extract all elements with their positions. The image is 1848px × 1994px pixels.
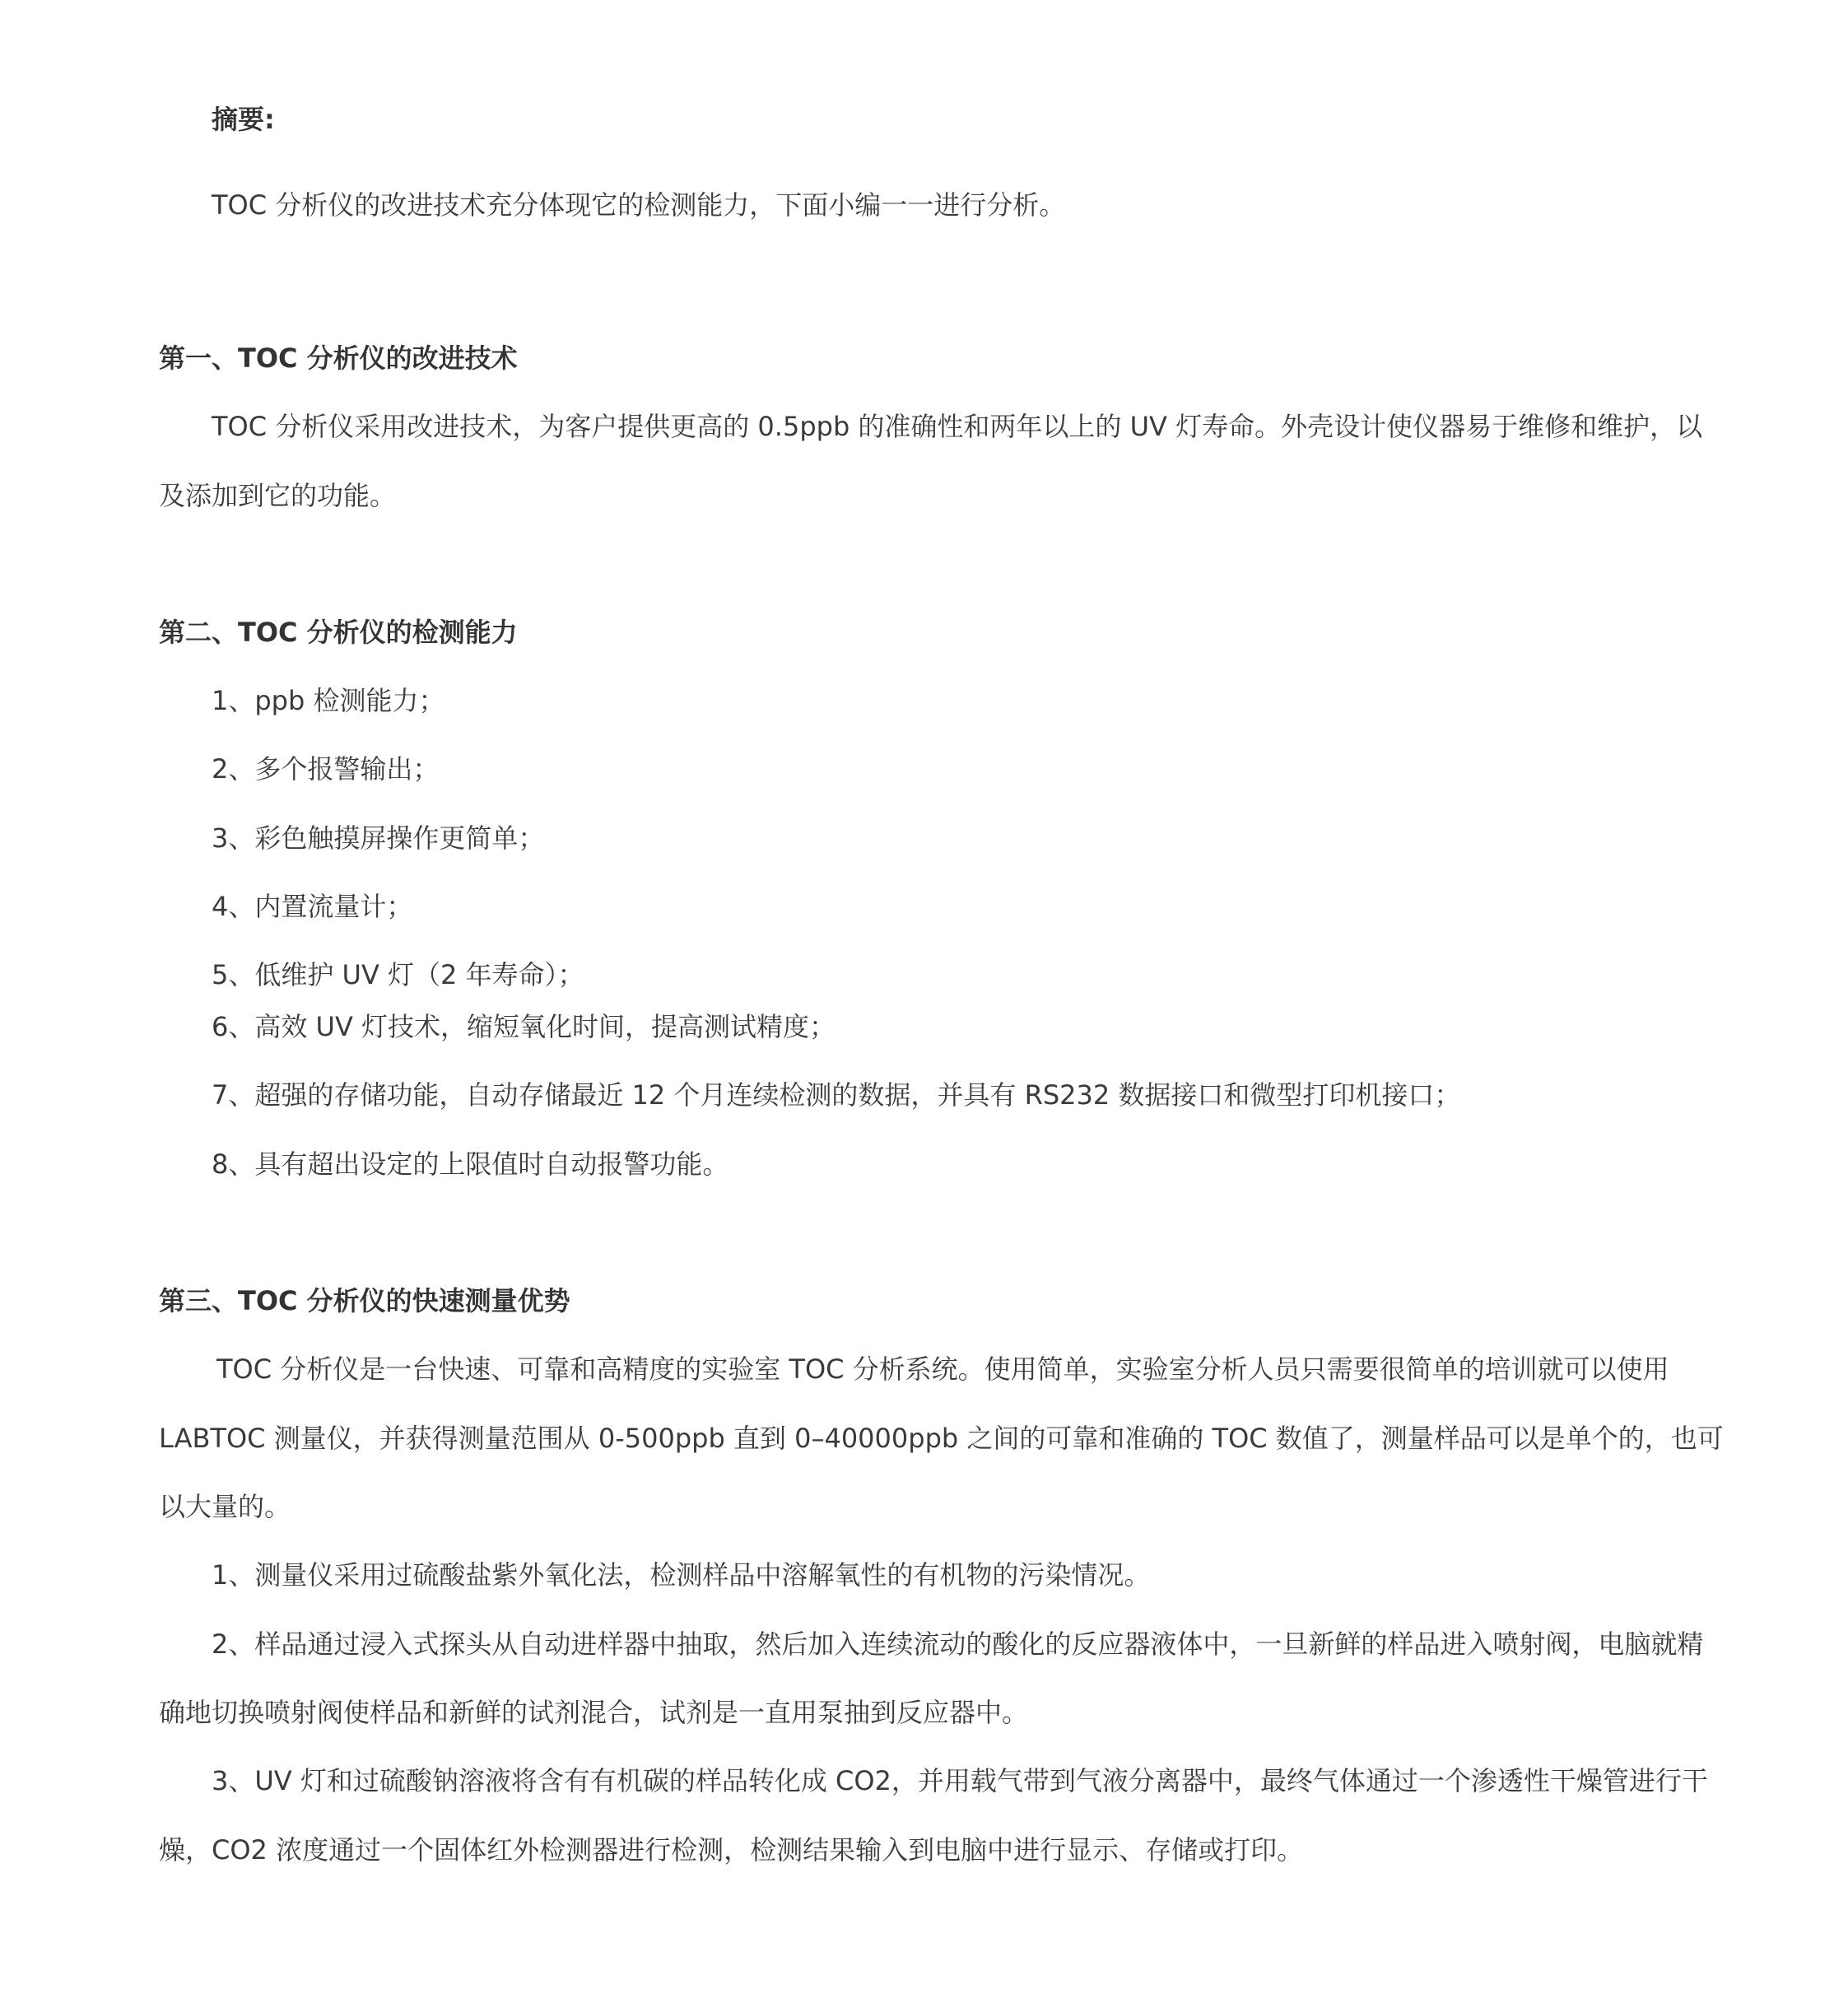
section3-intro-line2: LABTOC 测量仪，并获得测量范围从 0-500ppb 直到 0–40000ppb 之间的可靠和准确的 TOC 数值了，测量样品可以是单个的，也可 (159, 1423, 1724, 1454)
section1-paragraph-line2: 及添加到它的功能。 (159, 480, 397, 511)
section3-point2-line1: 2、样品通过浸入式探头从自动进样器中抽取，然后加入连续流动的酸化的反应器液体中，一旦新鲜的样品进入喷射阀，电脑就精 (212, 1628, 1704, 1660)
abstract-text: TOC 分析仪的改进技术充分体现它的检测能力，下面小编一一进行分析。 (212, 189, 1066, 221)
section3-point3-line2: 燥，CO2 浓度通过一个固体红外检测器进行检测，检测结果输入到电脑中进行显示、存储或打印。 (159, 1834, 1304, 1866)
section2-list-item: 5、低维护 UV 灯（2 年寿命）； (212, 959, 584, 990)
section3-intro-line3: 以大量的。 (159, 1491, 291, 1522)
section2-list-item: 6、高效 UV 灯技术，缩短氧化时间，提高测试精度； (212, 1011, 836, 1042)
section3-point2-line2: 确地切换喷射阀使样品和新鲜的试剂混合，试剂是一直用泵抽到反应器中。 (159, 1697, 1029, 1728)
section3-heading: 第三、TOC 分析仪的快速测量优势 (159, 1285, 570, 1316)
section3-point1: 1、测量仪采用过硫酸盐紫外氧化法，检测样品中溶解氧性的有机物的污染情况。 (212, 1559, 1151, 1591)
section2-list-item: 8、具有超出设定的上限值时自动报警功能。 (212, 1148, 729, 1180)
section1-heading: 第一、TOC 分析仪的改进技术 (159, 342, 518, 374)
section3-intro-line1: TOC 分析仪是一台快速、可靠和高精度的实验室 TOC 分析系统。使用简单，实验室分析人员只需要很简单的培训就可以使用 (216, 1353, 1669, 1385)
section3-point3-line1: 3、UV 灯和过硫酸钠溶液将含有有机碳的样品转化成 CO2，并用载气带到气液分离器中，最终气体通过一个渗透性干燥管进行干 (212, 1765, 1708, 1796)
section2-list-item: 1、ppb 检测能力； (212, 685, 445, 716)
section1-paragraph-line1: TOC 分析仪采用改进技术，为客户提供更高的 0.5ppb 的准确性和两年以上的 UV 灯寿命。外壳设计使仪器易于维修和维护，以 (212, 411, 1703, 442)
section2-list-item: 4、内置流量计； (212, 891, 413, 922)
abstract-heading: 摘要: (212, 104, 275, 135)
section2-list-item: 2、多个报警输出； (212, 753, 440, 785)
section2-heading: 第二、TOC 分析仪的检测能力 (159, 617, 518, 648)
section2-list-item: 7、超强的存储功能，自动存储最近 12 个月连续检测的数据，并具有 RS232 数据接口和微型打印机接口； (212, 1079, 1461, 1111)
section2-list-item: 3、彩色触摸屏操作更简单； (212, 822, 545, 854)
